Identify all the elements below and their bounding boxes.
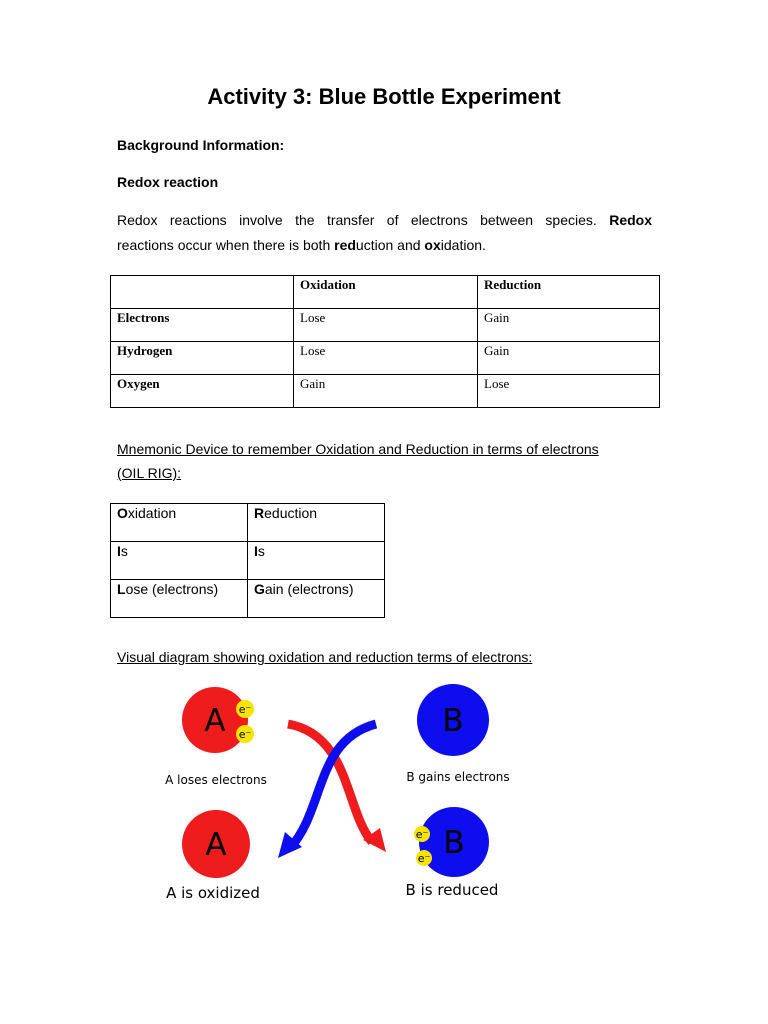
table-cell: Oxidation [111, 504, 248, 542]
electron-label: e⁻ [238, 703, 252, 716]
intro-line2-c: idation. [440, 237, 486, 253]
electron-label: e⁻ [238, 728, 252, 741]
atom-a-oxidized-label: A [205, 827, 227, 863]
visual-diagram-caption: Visual diagram showing oxidation and reduction terms of electrons: [117, 649, 533, 665]
oil-rig-table [110, 503, 385, 618]
table-row [111, 580, 385, 618]
a-loses-label: A loses electrons [165, 773, 267, 787]
mnemonic-caption-line1: Mnemonic Device to remember Oxidation and Reduction in terms of electrons [117, 441, 599, 457]
intro-ox-bold: ox [424, 237, 441, 253]
redox-table [110, 275, 660, 408]
page-title: Activity 3: Blue Bottle Experiment [207, 84, 561, 109]
intro-paragraph [117, 208, 652, 258]
intro-red-bold: red [334, 237, 356, 253]
mnemonic-caption-line2: (OIL RIG): [117, 465, 182, 481]
table-cell: Lose (electrons) [111, 580, 248, 618]
a-oxidized-label: A is oxidized [166, 884, 260, 902]
table-row [111, 542, 385, 580]
table-cell: Gain [478, 309, 660, 342]
atom-b-label: B [442, 703, 464, 739]
table-cell: Gain [478, 342, 660, 375]
b-reduced-label: B is reduced [405, 881, 499, 899]
atom-a-label: A [204, 703, 226, 739]
table-header-oxidation: Oxidation [294, 276, 478, 309]
redox-diagram [150, 680, 510, 910]
redox-heading: Redox reaction [117, 174, 219, 190]
table-row [111, 504, 385, 542]
table-row [111, 342, 660, 375]
intro-line2-a: reactions occur when there is both [117, 237, 335, 253]
table-cell: Reduction [248, 504, 385, 542]
table-cell: Electrons [111, 309, 294, 342]
table-cell: Is [248, 542, 385, 580]
table-cell: Lose [294, 342, 478, 375]
intro-line1: Redox reactions involve the transfer of electrons between species. [117, 212, 597, 228]
table-cell: Hydrogen [111, 342, 294, 375]
intro-redox-bold: Redox [609, 212, 652, 228]
table-cell: Oxygen [111, 375, 294, 408]
intro-line2-b: uction and [355, 237, 425, 253]
electron-label: e⁻ [417, 852, 431, 865]
table-row [111, 309, 660, 342]
table-cell: Gain (electrons) [248, 580, 385, 618]
table-header-reduction: Reduction [478, 276, 660, 309]
table-header-row [111, 276, 660, 309]
table-row [111, 375, 660, 408]
b-gains-label: B gains electrons [406, 770, 510, 784]
table-cell [111, 276, 294, 309]
atom-b-reduced-label: B [443, 825, 465, 861]
table-cell: Is [111, 542, 248, 580]
table-cell: Gain [294, 375, 478, 408]
background-heading: Background Information: [117, 137, 285, 153]
table-cell: Lose [294, 309, 478, 342]
electron-label: e⁻ [415, 828, 429, 841]
table-cell: Lose [478, 375, 660, 408]
